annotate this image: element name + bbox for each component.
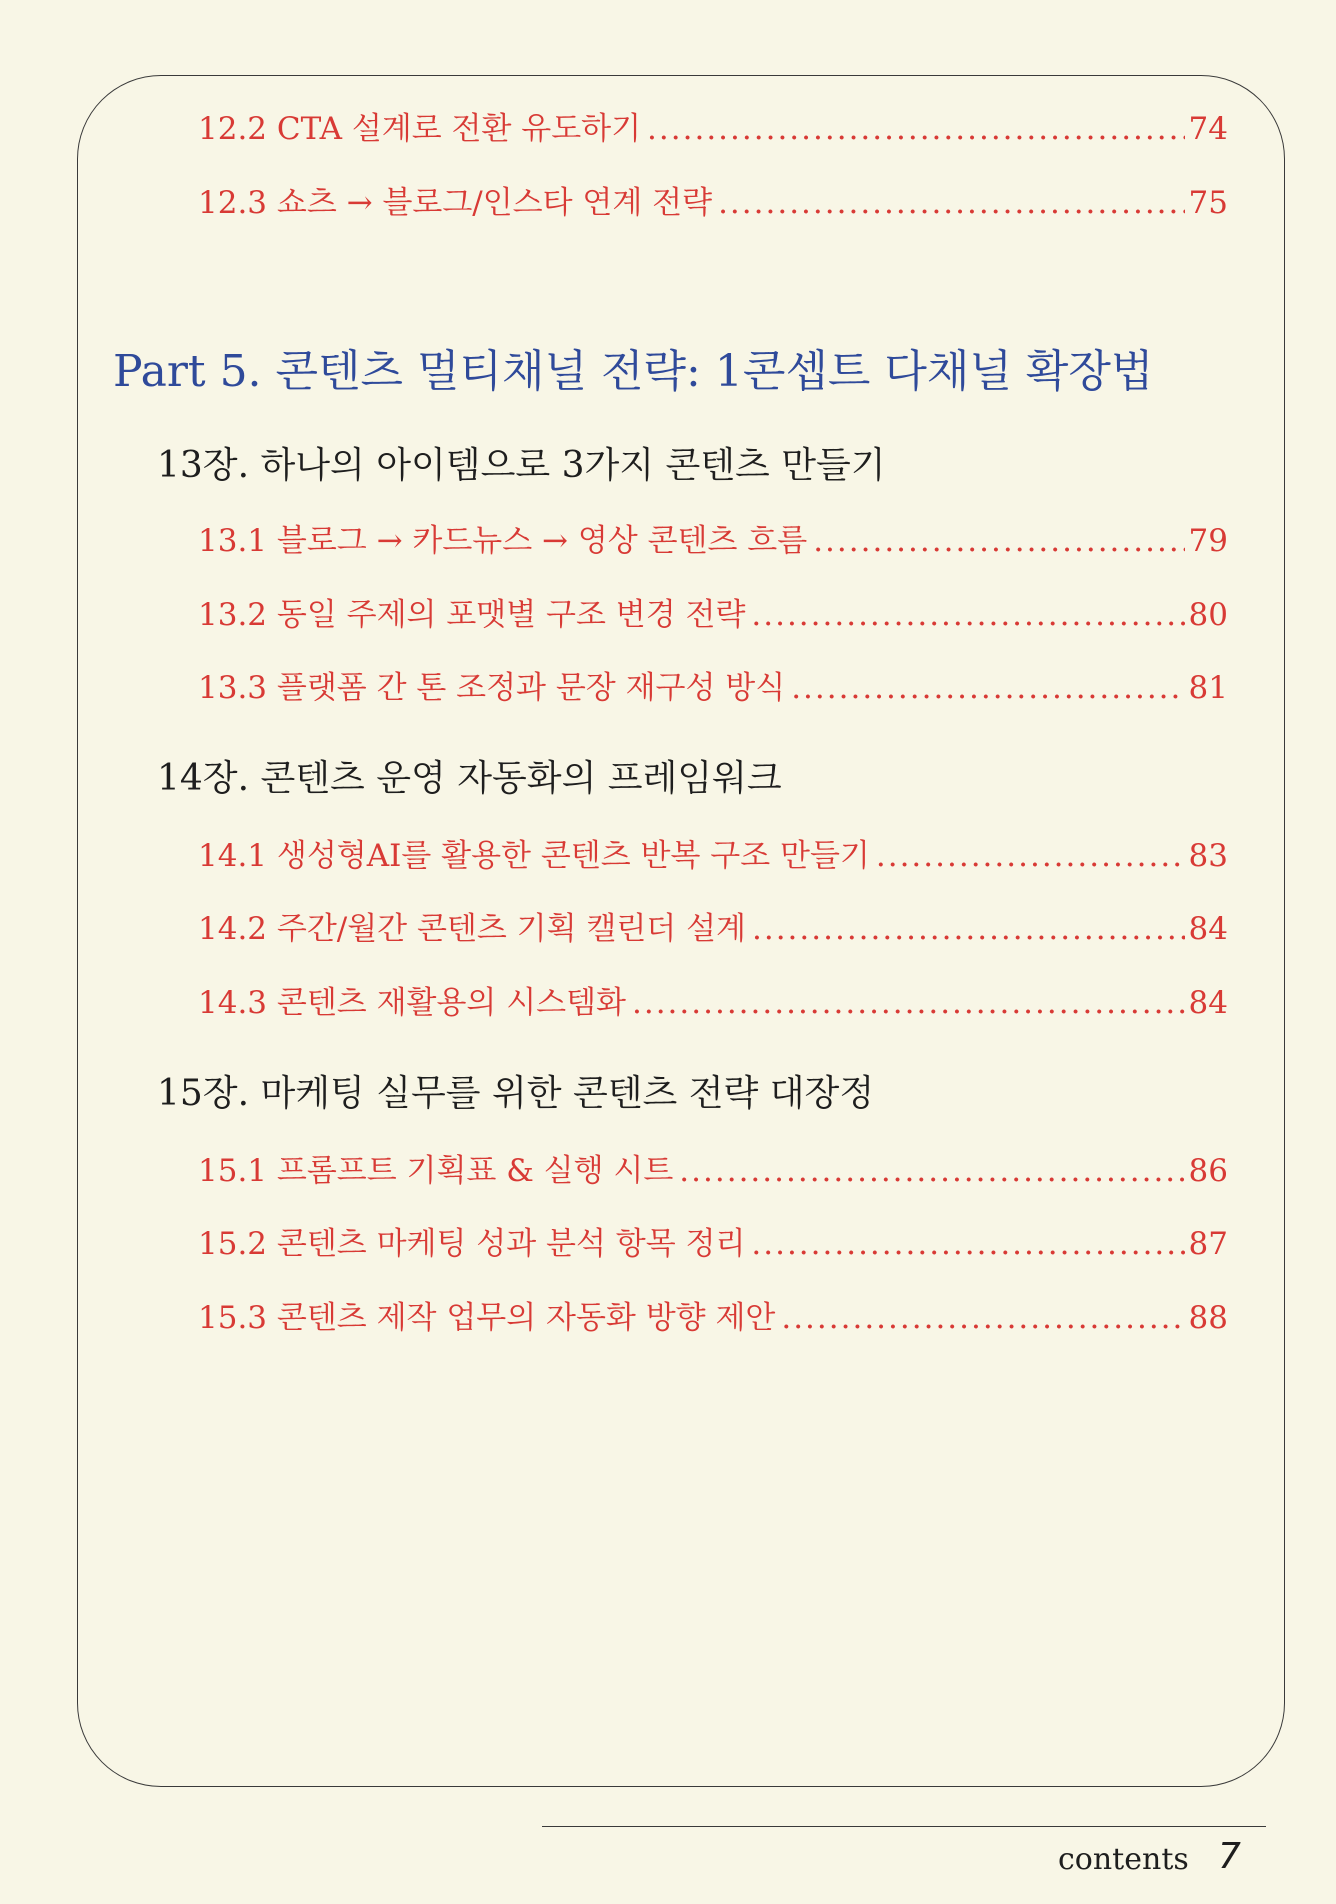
chapter-title-15: 15장. 마케팅 실무를 위한 콘텐츠 전략 대장정 xyxy=(157,1073,875,1114)
toc-entry-label: 15.1 프롬프트 기획표 & 실행 시트 xyxy=(198,1153,674,1189)
toc-entry-13-1[interactable] xyxy=(198,515,1228,559)
toc-entry-14-2[interactable] xyxy=(198,903,1228,947)
footer-label: contents xyxy=(1058,1842,1189,1877)
toc-page-number: 81 xyxy=(1188,670,1228,706)
toc-page-number: 84 xyxy=(1188,911,1228,947)
toc-entry-13-3[interactable] xyxy=(198,662,1228,706)
footer-page-number: 7 xyxy=(1218,1836,1241,1877)
dot-leader xyxy=(718,185,1184,221)
toc-page-number: 88 xyxy=(1188,1300,1228,1336)
dot-leader xyxy=(791,670,1184,706)
dot-leader xyxy=(876,838,1185,874)
toc-page-number: 86 xyxy=(1188,1153,1228,1189)
toc-page-number: 74 xyxy=(1188,111,1228,147)
dot-leader xyxy=(781,1300,1184,1336)
toc-entry-14-1[interactable] xyxy=(198,830,1228,874)
toc-entry-14-3[interactable] xyxy=(198,977,1228,1021)
toc-entry-label: 14.3 콘텐츠 재활용의 시스템화 xyxy=(198,985,626,1021)
toc-page-number: 75 xyxy=(1188,185,1228,221)
toc-page-number: 79 xyxy=(1188,523,1228,559)
toc-page-number: 87 xyxy=(1188,1226,1228,1262)
toc-entry-15-3[interactable] xyxy=(198,1292,1228,1336)
toc-entry-label: 13.2 동일 주제의 포맷별 구조 변경 전략 xyxy=(198,597,746,633)
dot-leader xyxy=(813,523,1184,559)
toc-entry-label: 13.1 블로그 → 카드뉴스 → 영상 콘텐츠 흐름 xyxy=(198,523,808,559)
toc-entry-label: 13.3 플랫폼 간 톤 조정과 문장 재구성 방식 xyxy=(198,670,786,706)
toc-entry-label: 14.2 주간/월간 콘텐츠 기획 캘린더 설계 xyxy=(198,911,746,947)
dot-leader xyxy=(751,597,1184,633)
toc-entry-label: 15.3 콘텐츠 제작 업무의 자동화 방향 제안 xyxy=(198,1300,776,1336)
dot-leader xyxy=(751,1226,1184,1262)
toc-page-number: 84 xyxy=(1188,985,1228,1021)
toc-entry-label: 15.2 콘텐츠 마케팅 성과 분석 항목 정리 xyxy=(198,1226,746,1262)
toc-entry-15-1[interactable] xyxy=(198,1145,1228,1189)
part-title: Part 5. 콘텐츠 멀티채널 전략: 1콘셉트 다채널 확장법 xyxy=(113,346,1154,397)
chapter-title-13: 13장. 하나의 아이템으로 3가지 콘텐츠 만들기 xyxy=(157,445,886,486)
toc-entry-label: 14.1 생성형AI를 활용한 콘텐츠 반복 구조 만들기 xyxy=(198,838,870,874)
dot-leader xyxy=(752,911,1185,947)
toc-entry-label: 12.3 쇼츠 → 블로그/인스타 연계 전략 xyxy=(198,185,713,221)
dot-leader xyxy=(679,1153,1184,1189)
toc-entry-13-2[interactable] xyxy=(198,589,1228,633)
dot-leader xyxy=(632,985,1185,1021)
toc-entry-12-2[interactable] xyxy=(198,103,1228,147)
chapter-title-14: 14장. 콘텐츠 운영 자동화의 프레임워크 xyxy=(157,758,782,799)
toc-page-number: 80 xyxy=(1188,597,1228,633)
toc-entry-15-2[interactable] xyxy=(198,1218,1228,1262)
toc-page-number: 83 xyxy=(1188,838,1228,874)
toc-entry-label: 12.2 CTA 설계로 전환 유도하기 xyxy=(198,111,642,147)
footer-divider xyxy=(542,1826,1266,1827)
dot-leader xyxy=(647,111,1185,147)
toc-entry-12-3[interactable] xyxy=(198,177,1228,221)
